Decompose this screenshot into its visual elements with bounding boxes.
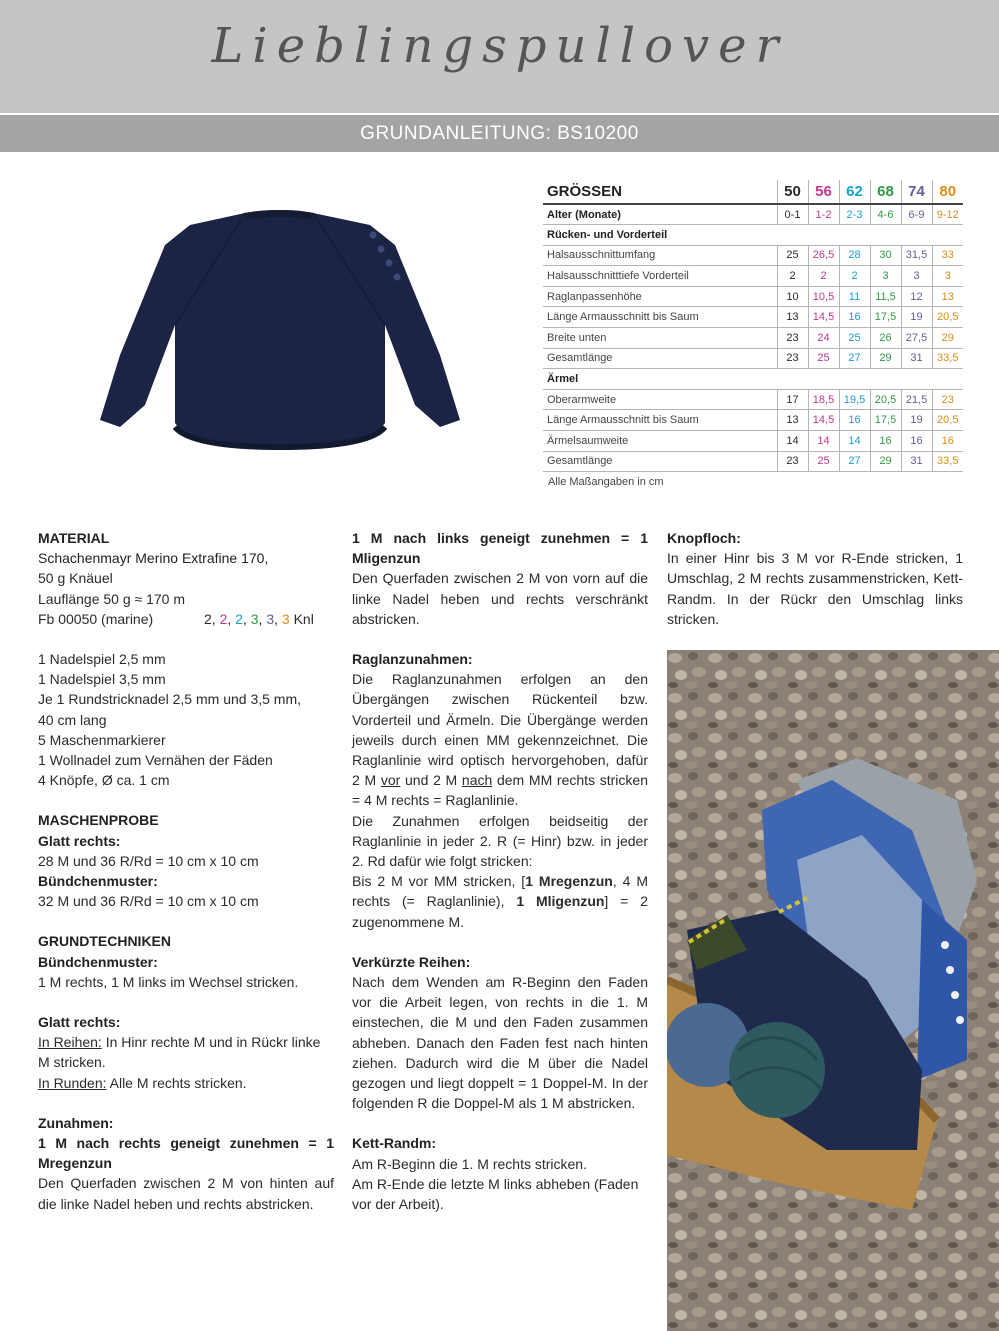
row-label: Ärmelsaumweite	[543, 431, 777, 452]
inc-right-text: Den Querfaden zwischen 2 M von hinten auf die linke Nadel heben und rechts abstricken.	[38, 1175, 334, 1212]
table-cell: 33,5	[932, 451, 963, 472]
table-cell: 11	[839, 286, 870, 307]
table-cell: 29	[932, 328, 963, 349]
ball-weight: 50 g Knäuel	[38, 570, 113, 587]
raglan-text-c: dem MM rechts stricken = 4 M rechts = Raglanlinie.	[352, 772, 648, 809]
inc-right-heading: 1 M nach rechts geneigt zunehmen = 1 Mregenzun	[38, 1135, 334, 1172]
column-techniques	[352, 528, 648, 1214]
table-cell: 27	[839, 451, 870, 472]
yarn-line	[38, 548, 334, 568]
row-label: Gesamtlänge	[543, 451, 777, 472]
table-cell: 10	[777, 286, 808, 307]
tools-list	[38, 649, 334, 790]
tool-item: 4 Knöpfe, Ø ca. 1 cm	[38, 772, 170, 789]
table-row	[543, 328, 963, 349]
buttonhole-text: In einer Hinr bis 3 M vor R-Ende stricken, 1 Umschlag, 2 M rechts zusammenstricken, Kett-Randm. In der Rückr den Umschlag links stricken.	[667, 550, 963, 627]
table-cell: 13	[777, 307, 808, 328]
table-cell: 14	[808, 431, 839, 452]
table-cell: 1-2	[808, 204, 839, 225]
yarn-length: Lauflänge 50 g ≈ 170 m	[38, 590, 186, 607]
row-label: Breite unten	[543, 328, 777, 349]
raglan-instruction	[352, 871, 648, 932]
table-row	[543, 431, 963, 452]
table-header-label: GRÖSSEN	[543, 180, 777, 204]
rounds-text: Alle M rechts stricken.	[106, 1074, 247, 1091]
table-cell: 29	[870, 348, 901, 369]
edge-heading: Kett-Randm:	[352, 1135, 436, 1152]
table-cell: 19	[901, 307, 932, 328]
count-separator: ,	[274, 610, 282, 627]
count-separator: ,	[242, 610, 251, 627]
table-cell: 25	[808, 451, 839, 472]
table-cell: 3	[901, 266, 932, 287]
page-subtitle: GRUNDANLEITUNG: BS10200	[360, 123, 639, 144]
table-cell: 14,5	[808, 307, 839, 328]
sweater-image	[95, 205, 465, 455]
gauge-stockinette-heading: Glatt rechts:	[38, 832, 121, 849]
table-row	[543, 307, 963, 328]
sizes-table	[543, 180, 963, 472]
raglan-text-a: Die Raglanzunahmen erfolgen an den Übergängen zwischen Rückenteil bzw. Vorderteil und Ärmeln. Die Übergänge werden jeweils durch einen MM gekennzeichnet. Die Raglanlinie wird optisch hervorgehoben, dafür 2 M	[352, 671, 648, 789]
ball-count: 2	[204, 610, 212, 627]
tech-rib-heading: Bündchenmuster:	[38, 953, 158, 970]
heading-gauge: MASCHENPROBE	[38, 812, 159, 829]
table-cell: 12	[901, 286, 932, 307]
table-cell: 2-3	[839, 204, 870, 225]
raglan-text	[352, 669, 648, 810]
table-cell: 2	[777, 266, 808, 287]
ball-count: 2	[235, 610, 243, 627]
basket-photo	[667, 650, 999, 1331]
color-label: Fb 00050 (marine)	[38, 610, 154, 627]
row-label: Alter (Monate)	[543, 204, 777, 225]
raglan-vor: vor	[380, 772, 401, 789]
table-cell: 2	[839, 266, 870, 287]
row-label: Oberarmweite	[543, 389, 777, 410]
inc-left-heading: 1 M nach links geneigt zunehmen = 1 Mligenzun	[352, 530, 648, 567]
short-rows-heading: Verkürzte Reihen:	[352, 953, 471, 970]
count-separator: ,	[227, 610, 236, 627]
table-cell: 3	[932, 266, 963, 287]
table-cell: 31	[901, 451, 932, 472]
raglan-nach: nach	[461, 772, 493, 789]
ball-count: 3	[266, 610, 275, 627]
table-cell: 2	[808, 266, 839, 287]
table-cell: 16	[870, 431, 901, 452]
raglan-text-d: Die Zunahmen erfolgen beidseitig der Raglanlinie in jeder 2. R (= Hinr) bzw. in jeder 2. Rd dafür wie folgt stricken:	[352, 812, 648, 870]
table-cell: 23	[777, 328, 808, 349]
table-cell: 23	[932, 389, 963, 410]
table-cell: 20,5	[932, 307, 963, 328]
row-label: Länge Armausschnitt bis Saum	[543, 410, 777, 431]
tool-item: 1 Wollnadel zum Vernähen der Fäden	[38, 752, 273, 769]
table-cell: 16	[839, 307, 870, 328]
table-cell: 25	[777, 245, 808, 266]
rows-text: In Hinr rechte M und in Rückr linke M stricken.	[38, 1034, 321, 1071]
gauge-stockinette: 28 M und 36 R/Rd = 10 cm x 10 cm	[38, 852, 259, 869]
table-cell: 23	[777, 348, 808, 369]
table-cell: 19,5	[839, 389, 870, 410]
row-label: Raglanpassenhöhe	[543, 286, 777, 307]
table-row	[543, 245, 963, 266]
table-cell: 17,5	[870, 410, 901, 431]
table-row-age	[543, 204, 963, 225]
table-cell: 26,5	[808, 245, 839, 266]
edge-text-2: Am R-Ende die letzte M links abheben (Faden vor der Arbeit).	[352, 1175, 639, 1213]
table-cell: 16	[901, 431, 932, 452]
table-row	[543, 266, 963, 287]
column-material	[38, 528, 334, 1214]
short-rows-text: Nach dem Wenden am R-Beginn den Faden vor die Arbeit legen, von rechts in die 1. M einstechen, die M und den Faden zusammen abheben. Danach den Faden fest nach hinten ziehen. Dadurch wird die M über die Nadel gezogen und liegt doppelt = 1 Doppel-M. In der folgenden R die Doppel-M als 1 M abstricken.	[352, 974, 648, 1112]
table-cell: 31	[901, 348, 932, 369]
table-cell: 25	[808, 348, 839, 369]
edge-text-1: Am R-Beginn die 1. M rechts stricken.	[352, 1155, 587, 1172]
table-note: Alle Maßangaben in cm	[548, 476, 664, 488]
size-80: 80	[932, 180, 963, 204]
table-cell: 29	[870, 451, 901, 472]
table-row	[543, 286, 963, 307]
table-cell: 9-12	[932, 204, 963, 225]
table-cell: 20,5	[870, 389, 901, 410]
table-row	[543, 348, 963, 369]
inc-left-text: Den Querfaden zwischen 2 M von vorn auf die linke Nadel heben und rechts verschränkt abstricken.	[352, 570, 648, 627]
table-cell: 33	[932, 245, 963, 266]
table-cell: 16	[932, 431, 963, 452]
table-cell: 14,5	[808, 410, 839, 431]
row-label: Länge Armausschnitt bis Saum	[543, 307, 777, 328]
table-cell: 25	[839, 328, 870, 349]
table-cell: 26	[870, 328, 901, 349]
table-cell: 18,5	[808, 389, 839, 410]
table-section-row	[543, 369, 963, 390]
ball-count: 2	[219, 610, 228, 627]
table-cell: 14	[777, 431, 808, 452]
table-cell: 24	[808, 328, 839, 349]
tech-stockinette-heading: Glatt rechts:	[38, 1014, 121, 1031]
yarn-comma: ,	[264, 550, 269, 567]
row-label: Gesamtlänge	[543, 348, 777, 369]
size-68: 68	[870, 180, 901, 204]
knl-label: Knl	[289, 610, 314, 627]
table-row	[543, 451, 963, 472]
table-cell: 17	[777, 389, 808, 410]
table-cell: 31,5	[901, 245, 932, 266]
table-cell: 20,5	[932, 410, 963, 431]
table-cell: 16	[839, 410, 870, 431]
table-header-row	[543, 180, 963, 204]
table-cell: 14	[839, 431, 870, 452]
tech-rounds	[38, 1073, 334, 1093]
table-cell: 10,5	[808, 286, 839, 307]
tool-item: 40 cm lang	[38, 711, 107, 728]
raglan-e2: 1 Mregenzun	[525, 873, 613, 890]
table-cell: 27	[839, 348, 870, 369]
raglan-text-b: und 2 M	[400, 772, 462, 789]
color-line	[38, 609, 334, 629]
size-62: 62	[839, 180, 870, 204]
table-cell: 0-1	[777, 204, 808, 225]
row-label: Halsausschnitttiefe Vorderteil	[543, 266, 777, 287]
table-cell: 27,5	[901, 328, 932, 349]
heading-increases: Zunahmen:	[38, 1114, 114, 1131]
raglan-e3: , 4 M rechts (= Raglanlinie),	[352, 873, 648, 910]
table-cell: 13	[932, 286, 963, 307]
table-cell: 30	[870, 245, 901, 266]
table-cell: 19	[901, 410, 932, 431]
raglan-heading: Raglanzunahmen:	[352, 651, 473, 668]
table-cell: 33,5	[932, 348, 963, 369]
row-label: Halsausschnittumfang	[543, 245, 777, 266]
tech-rows	[38, 1032, 334, 1072]
table-cell: 23	[777, 451, 808, 472]
yarn-name: Schachenmayr Merino Extrafine 170	[38, 550, 265, 567]
tech-rib: 1 M rechts, 1 M links im Wechsel stricken.	[38, 973, 299, 990]
table-cell: 3	[870, 266, 901, 287]
column-buttonhole	[667, 528, 963, 629]
table-cell: 21,5	[901, 389, 932, 410]
table-cell: 28	[839, 245, 870, 266]
table-cell: 13	[777, 410, 808, 431]
raglan-e5: ] = 2 zugenommene M.	[352, 893, 648, 930]
heading-material: MATERIAL	[38, 530, 110, 546]
ball-count: 3	[250, 610, 259, 627]
gauge-rib: 32 M und 36 R/Rd = 10 cm x 10 cm	[38, 893, 259, 910]
tool-item: Je 1 Rundstricknadel 2,5 mm und 3,5 mm,	[38, 691, 302, 708]
count-separator: ,	[211, 610, 220, 627]
buttonhole-heading: Knopfloch:	[667, 530, 741, 546]
count-separator: ,	[258, 610, 267, 627]
section-title: Ärmel	[543, 369, 963, 390]
raglan-e1: Bis 2 M vor MM stricken, [	[352, 873, 526, 890]
size-56: 56	[808, 180, 839, 204]
rounds-label: In Runden:	[38, 1074, 107, 1091]
color-counts	[204, 609, 314, 629]
tool-item: 1 Nadelspiel 3,5 mm	[38, 671, 166, 688]
table-row	[543, 410, 963, 431]
ball-count: 3	[281, 610, 290, 627]
tool-item: 1 Nadelspiel 2,5 mm	[38, 651, 166, 668]
section-title: Rücken- und Vorderteil	[543, 225, 963, 246]
size-74: 74	[901, 180, 932, 204]
table-cell: 6-9	[901, 204, 932, 225]
heading-techniques: GRUNDTECHNIKEN	[38, 933, 171, 950]
table-section-row	[543, 225, 963, 246]
table-cell: 11,5	[870, 286, 901, 307]
table-cell: 4-6	[870, 204, 901, 225]
rows-label: In Reihen:	[38, 1034, 102, 1051]
gauge-rib-heading: Bündchenmuster:	[38, 873, 158, 890]
raglan-e4: 1 Mligenzun	[516, 893, 605, 910]
page-title: Lieblingspullover	[211, 18, 788, 74]
table-row	[543, 389, 963, 410]
size-50: 50	[777, 180, 808, 204]
tool-item: 5 Maschenmarkierer	[38, 731, 166, 748]
table-cell: 17,5	[870, 307, 901, 328]
